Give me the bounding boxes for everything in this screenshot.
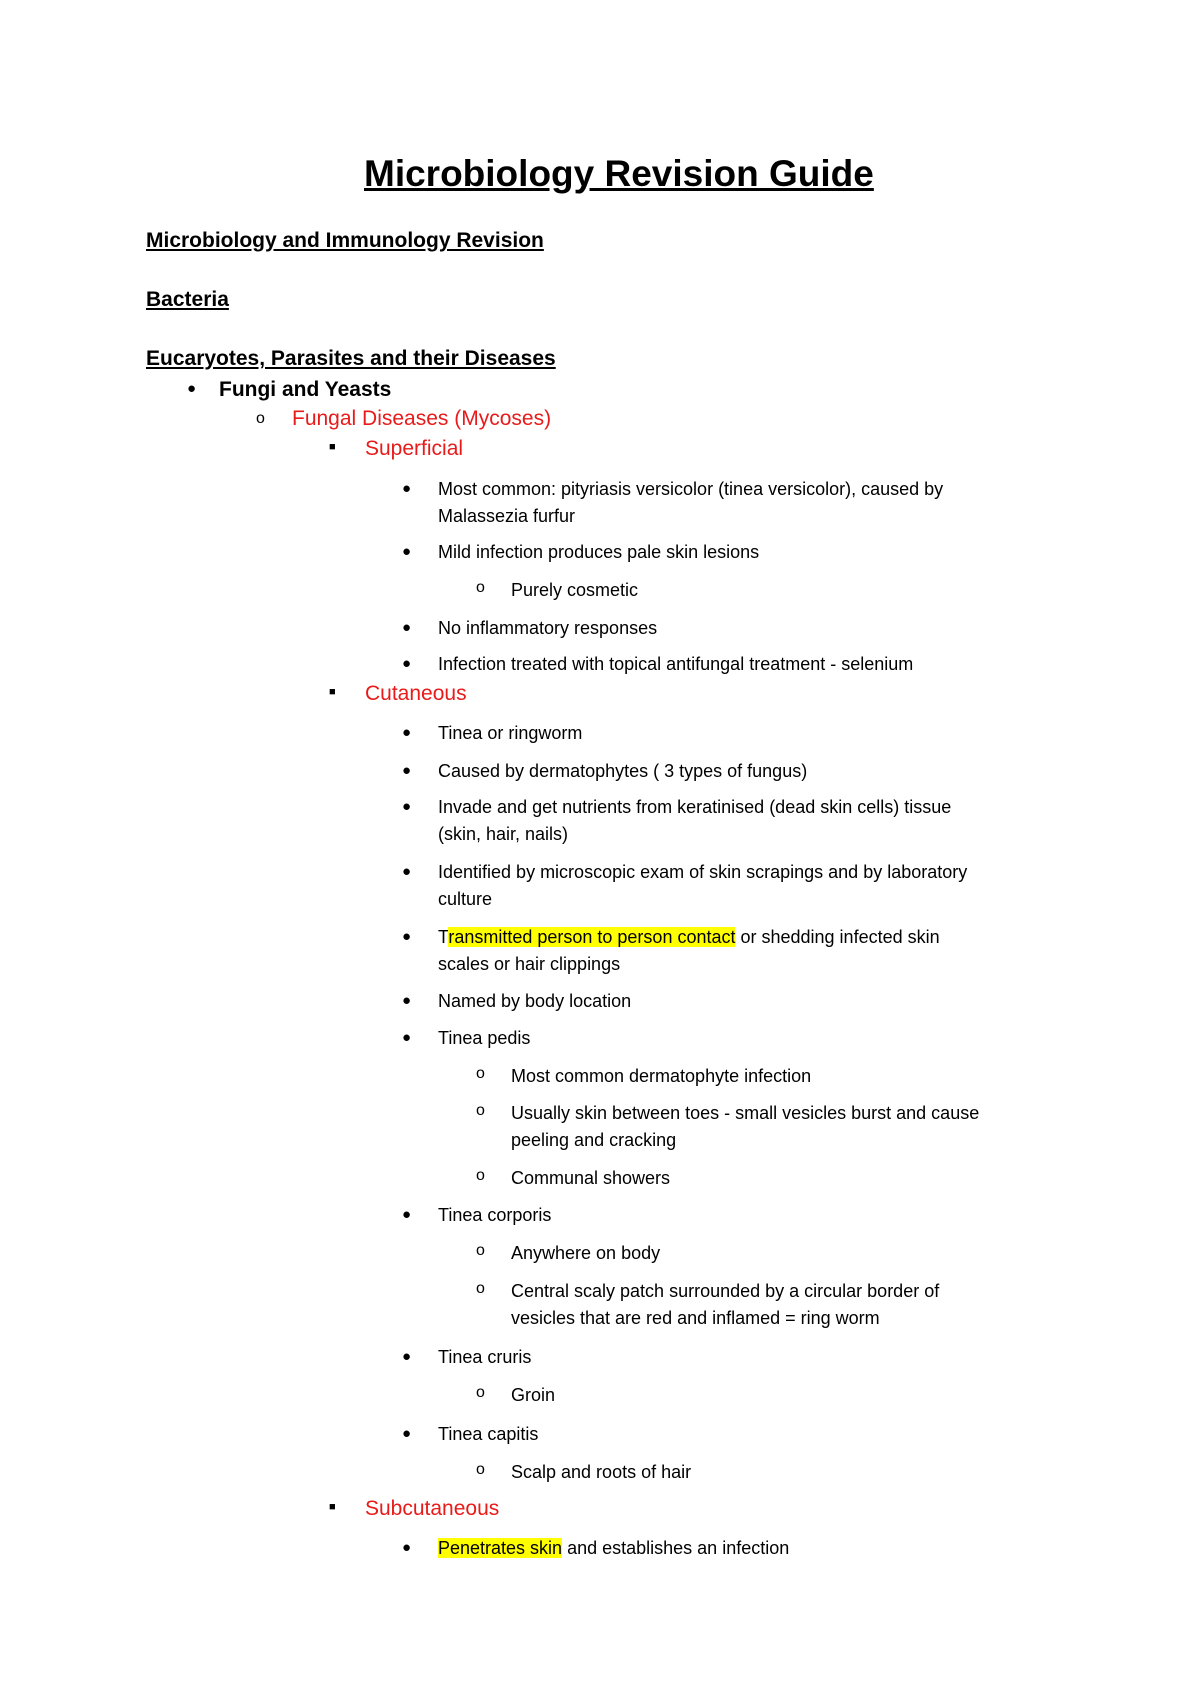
bullet-circle-icon: o [476,579,485,596]
list-item: No inflammatory responses [438,618,658,638]
bullet-dot-icon: ● [402,1425,412,1442]
heading-bacteria: Bacteria [146,288,229,311]
list-item: Scalp and roots of hair [511,1462,692,1482]
list-item: Most common: pityriasis versicolor (tinea versicolor), caused by [438,479,944,499]
bullet-dot-icon: ● [187,380,197,397]
bullet-dot-icon: ● [402,1029,412,1046]
list-item: Identified by microscopic exam of skin scrapings and by laboratory [438,862,968,882]
bullet-circle-icon: o [476,1065,485,1082]
bullet-dot-icon: ● [402,1348,412,1365]
list-item-penetrates [438,1539,789,1557]
bullet-circle-icon: o [476,1242,485,1259]
list-item: Purely cosmetic [511,580,639,600]
bullet-dot-icon: ● [402,762,412,779]
heading-eucaryotes: Eucaryotes, Parasites and their Diseases [146,347,556,370]
list-item-continuation: scales or hair clippings [438,954,621,974]
list-item-fungi: Fungi and Yeasts [219,378,392,401]
list-item: Communal showers [511,1168,671,1188]
list-item: Central scaly patch surrounded by a circular border of [511,1281,940,1301]
list-item: Usually skin between toes - small vesicles burst and cause [511,1103,980,1123]
list-item-transmitted [438,928,940,946]
bullet-dot-icon: ● [402,1206,412,1223]
bullet-dot-icon: ● [402,798,412,815]
section-superficial: Superficial [365,437,464,460]
bullet-dot-icon: ● [402,1539,412,1556]
bullet-dot-icon: ● [402,619,412,636]
bullet-dot-icon: ● [402,480,412,497]
bullet-dot-icon: ● [402,863,412,880]
list-item: Tinea or ringworm [438,723,583,743]
list-item-continuation: culture [438,889,493,909]
list-item-continuation: (skin, hair, nails) [438,824,569,844]
list-item-tinea-cruris: Tinea cruris [438,1347,532,1367]
bullet-circle-icon: o [476,1280,485,1297]
bullet-circle-icon: o [476,1461,485,1478]
list-item: Infection treated with topical antifungal treatment - selenium [438,654,914,674]
list-item-tinea-pedis: Tinea pedis [438,1028,531,1048]
heading-micro-immuno: Microbiology and Immunology Revision [146,229,544,252]
bullet-circle-icon: o [476,1167,485,1184]
document-title: Microbiology Revision Guide [364,153,874,194]
bullet-dot-icon: ● [402,724,412,741]
list-item-continuation: Malassezia furfur [438,506,576,526]
bullet-dot-icon: ● [402,655,412,672]
section-cutaneous: Cutaneous [365,682,467,705]
bullet-circle-icon: o [476,1384,485,1401]
bullet-square-icon: ■ [329,1501,336,1513]
list-item: Invade and get nutrients from keratinised (dead skin cells) tissue [438,797,952,817]
list-item: Groin [511,1385,556,1405]
list-item-continuation: peeling and cracking [511,1130,677,1150]
bullet-dot-icon: ● [402,543,412,560]
list-item-tinea-capitis: Tinea capitis [438,1424,539,1444]
list-item: Named by body location [438,991,632,1011]
highlighted-text: ransmitted person to person contact [448,927,736,947]
list-item: Most common dermatophyte infection [511,1066,812,1086]
list-item: Anywhere on body [511,1243,661,1263]
bullet-dot-icon: ● [402,992,412,1009]
list-item: Caused by dermatophytes ( 3 types of fungus) [438,761,808,781]
text-segment: or shedding infected skin [735,927,940,947]
bullet-circle-icon: o [476,1102,485,1119]
bullet-circle-icon: o [256,410,265,427]
list-item: Mild infection produces pale skin lesions [438,542,760,562]
highlighted-text: Penetrates skin [438,1538,563,1558]
list-item-continuation: vesicles that are red and inflamed = ring worm [511,1308,880,1328]
bullet-square-icon: ■ [329,441,336,453]
list-item-mycoses: Fungal Diseases (Mycoses) [292,407,552,430]
text-segment: and establishes an infection [562,1538,790,1558]
bullet-dot-icon: ● [402,928,412,945]
list-item-tinea-corporis: Tinea corporis [438,1205,552,1225]
bullet-square-icon: ■ [329,686,336,698]
section-subcutaneous: Subcutaneous [365,1497,500,1520]
text-segment: T [438,927,449,947]
